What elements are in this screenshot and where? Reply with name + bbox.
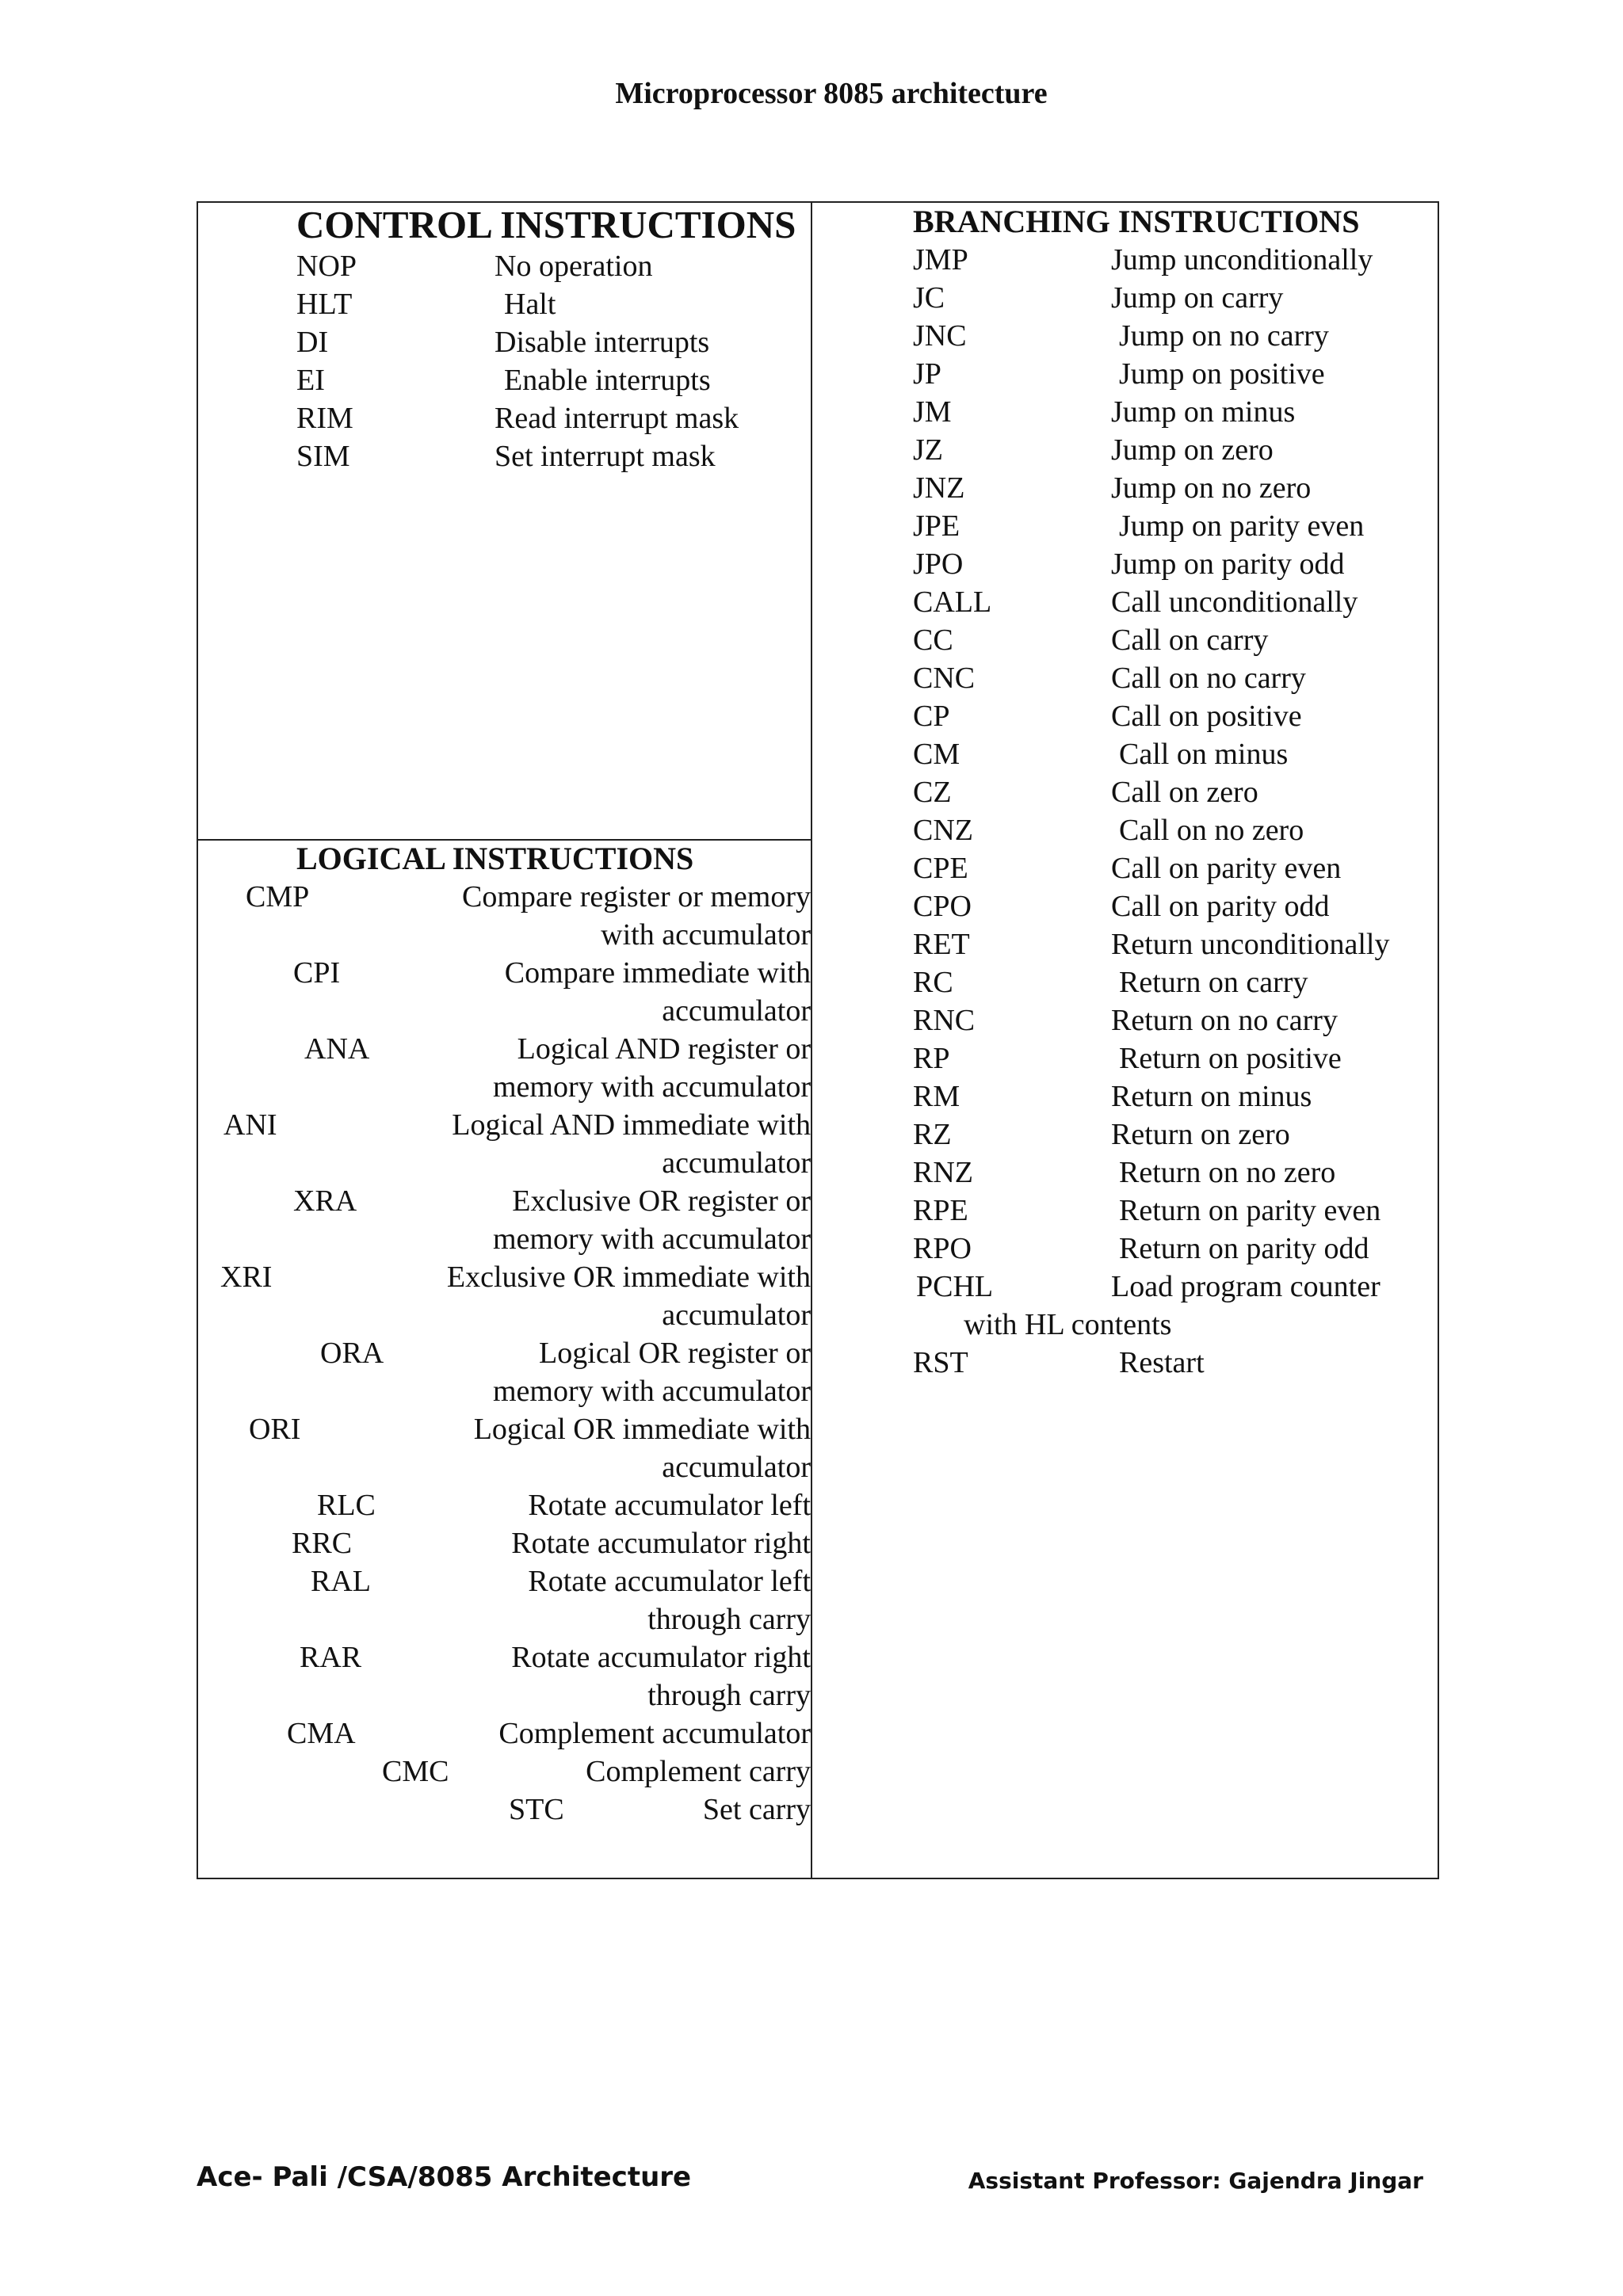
instruction-description: Logical AND immediate with [452, 1108, 811, 1142]
instruction-mnemonic: JZ [913, 433, 943, 467]
instruction-description: Return on parity even [1119, 1194, 1381, 1227]
instruction-mnemonic: JMP [913, 243, 968, 277]
instruction-mnemonic: RZ [913, 1118, 952, 1151]
instruction-description-continued: accumulator [662, 1146, 811, 1180]
instruction-mnemonic: RC [913, 966, 953, 999]
instruction-mnemonic: CMC [382, 1755, 449, 1788]
instruction-description: Set interrupt mask [495, 440, 716, 473]
instruction-mnemonic: CNC [913, 662, 976, 695]
instruction-description: Jump unconditionally [1111, 243, 1373, 277]
instruction-mnemonic: JC [913, 281, 945, 315]
instruction-description: Exclusive OR register or [512, 1184, 811, 1218]
instruction-mnemonic: CP [913, 700, 950, 733]
instruction-description: Call on zero [1111, 776, 1258, 809]
instruction-mnemonic: JM [913, 395, 952, 429]
instruction-mnemonic: RPO [913, 1232, 972, 1265]
instruction-description: Compare immediate with [504, 956, 811, 990]
instruction-description: Enable interrupts [504, 364, 711, 397]
instruction-mnemonic: ORI [249, 1413, 301, 1446]
instruction-description: Jump on zero [1111, 433, 1274, 467]
instruction-description: Halt [504, 288, 556, 321]
instruction-description-continued: memory with accumulator [493, 1375, 811, 1408]
instruction-mnemonic: CPI [293, 956, 341, 990]
instruction-mnemonic: DI [296, 326, 329, 359]
instruction-description-continued: memory with accumulator [493, 1070, 811, 1104]
instruction-mnemonic: RP [913, 1042, 950, 1075]
instruction-mnemonic: ANA [304, 1032, 370, 1066]
instruction-description: Return unconditionally [1111, 928, 1390, 961]
instruction-description: Return on parity odd [1119, 1232, 1369, 1265]
instruction-description: Jump on minus [1111, 395, 1296, 429]
instruction-mnemonic: RLC [317, 1489, 376, 1522]
control-instructions-heading: CONTROL INSTRUCTIONS [296, 203, 796, 246]
instruction-mnemonic: CC [913, 624, 953, 657]
branching-row-continuation: with HL contents [964, 1308, 1172, 1341]
instruction-mnemonic: PCHL [916, 1270, 994, 1303]
column-divider [811, 201, 812, 1879]
instruction-mnemonic: JNC [913, 319, 967, 353]
instruction-mnemonic: XRI [220, 1261, 273, 1294]
instruction-mnemonic: RPE [913, 1194, 968, 1227]
instruction-description-continued: accumulator [662, 994, 811, 1028]
instruction-mnemonic: EI [296, 364, 325, 397]
instruction-mnemonic: RIM [296, 402, 353, 435]
instruction-description: Rotate accumulator right [511, 1527, 811, 1560]
instruction-description: Compare register or memory [461, 880, 811, 913]
instruction-mnemonic: JNZ [913, 471, 965, 505]
instruction-mnemonic: RST [913, 1346, 968, 1379]
footer-author: Assistant Professor: Gajendra Jingar [968, 2168, 1423, 2194]
instruction-description: Jump on carry [1111, 281, 1284, 315]
instruction-description: Exclusive OR immediate with [446, 1261, 811, 1294]
instruction-description: Read interrupt mask [495, 402, 739, 435]
instruction-mnemonic: HLT [296, 288, 353, 321]
instruction-description: Call on parity even [1111, 852, 1342, 885]
instruction-mnemonic: CMP [246, 880, 310, 913]
instruction-description-continued: through carry [647, 1679, 811, 1712]
instruction-mnemonic: JPE [913, 509, 960, 543]
instruction-description: No operation [495, 250, 653, 283]
instruction-description: Logical AND register or [517, 1032, 811, 1066]
page-title: Microprocessor 8085 architecture [615, 77, 1048, 110]
instruction-description: Set carry [702, 1793, 811, 1826]
instruction-description: Jump on parity even [1119, 509, 1365, 543]
instruction-description: Jump on parity odd [1111, 547, 1345, 581]
instruction-mnemonic: NOP [296, 250, 357, 283]
instruction-mnemonic: CALL [913, 585, 992, 619]
instruction-mnemonic: RAL [311, 1565, 371, 1598]
instruction-mnemonic: ORA [320, 1337, 384, 1370]
instruction-mnemonic: RM [913, 1080, 960, 1113]
instruction-mnemonic: CPO [913, 890, 972, 923]
instruction-description: Jump on positive [1119, 357, 1325, 391]
instruction-description: Return on carry [1119, 966, 1308, 999]
instruction-description: Disable interrupts [495, 326, 710, 359]
instruction-description: Call on minus [1119, 738, 1289, 771]
instruction-description: Complement accumulator [498, 1717, 811, 1750]
instruction-description: Load program counter [1111, 1270, 1381, 1303]
instruction-description-continued: memory with accumulator [493, 1222, 811, 1256]
instruction-description: Call on carry [1111, 624, 1269, 657]
instruction-mnemonic: RNC [913, 1004, 976, 1037]
instruction-mnemonic: RNZ [913, 1156, 973, 1189]
footer-course: Ace- Pali /CSA/8085 Architecture [197, 2161, 692, 2193]
instruction-description: Call on no carry [1111, 662, 1306, 695]
instruction-description: Jump on no zero [1111, 471, 1312, 505]
instruction-description: Return on zero [1111, 1118, 1290, 1151]
instruction-description: Logical OR register or [539, 1337, 811, 1370]
instruction-mnemonic: CNZ [913, 814, 973, 847]
instruction-description: Restart [1119, 1346, 1205, 1379]
instruction-mnemonic: RRC [292, 1527, 353, 1560]
instruction-mnemonic: RET [913, 928, 970, 961]
instruction-description: Rotate accumulator right [511, 1641, 811, 1674]
instruction-description-continued: with accumulator [601, 918, 811, 952]
instruction-mnemonic: RAR [300, 1641, 362, 1674]
instruction-description-continued: through carry [647, 1603, 811, 1636]
instruction-description: Return on no zero [1119, 1156, 1336, 1189]
instruction-description: Logical OR immediate with [473, 1413, 811, 1446]
instruction-description: Return on minus [1111, 1080, 1312, 1113]
instruction-description: Rotate accumulator left [528, 1565, 811, 1598]
instruction-description: Return on positive [1119, 1042, 1342, 1075]
branching-instructions-heading: BRANCHING INSTRUCTIONS [913, 204, 1360, 239]
instruction-mnemonic: CPE [913, 852, 968, 885]
instruction-description: Call on positive [1111, 700, 1302, 733]
instruction-mnemonic: SIM [296, 440, 350, 473]
instruction-mnemonic: ANI [223, 1108, 277, 1142]
instruction-description-continued: accumulator [662, 1451, 811, 1484]
instruction-description: Rotate accumulator left [528, 1489, 811, 1522]
instruction-description: Call on no zero [1119, 814, 1304, 847]
instruction-mnemonic: JP [913, 357, 941, 391]
instruction-description: Return on no carry [1111, 1004, 1338, 1037]
logical-instructions-heading: LOGICAL INSTRUCTIONS [296, 841, 694, 876]
instruction-description-continued: accumulator [662, 1299, 811, 1332]
instruction-mnemonic: CM [913, 738, 960, 771]
instruction-description: Call on parity odd [1111, 890, 1330, 923]
instruction-description: Call unconditionally [1111, 585, 1358, 619]
instruction-mnemonic: STC [509, 1793, 564, 1826]
instruction-mnemonic: CZ [913, 776, 952, 809]
instruction-description: Jump on no carry [1119, 319, 1329, 353]
instruction-description: Complement carry [586, 1755, 811, 1788]
instruction-mnemonic: JPO [913, 547, 964, 581]
instruction-mnemonic: XRA [293, 1184, 357, 1218]
instruction-mnemonic: CMA [287, 1717, 356, 1750]
